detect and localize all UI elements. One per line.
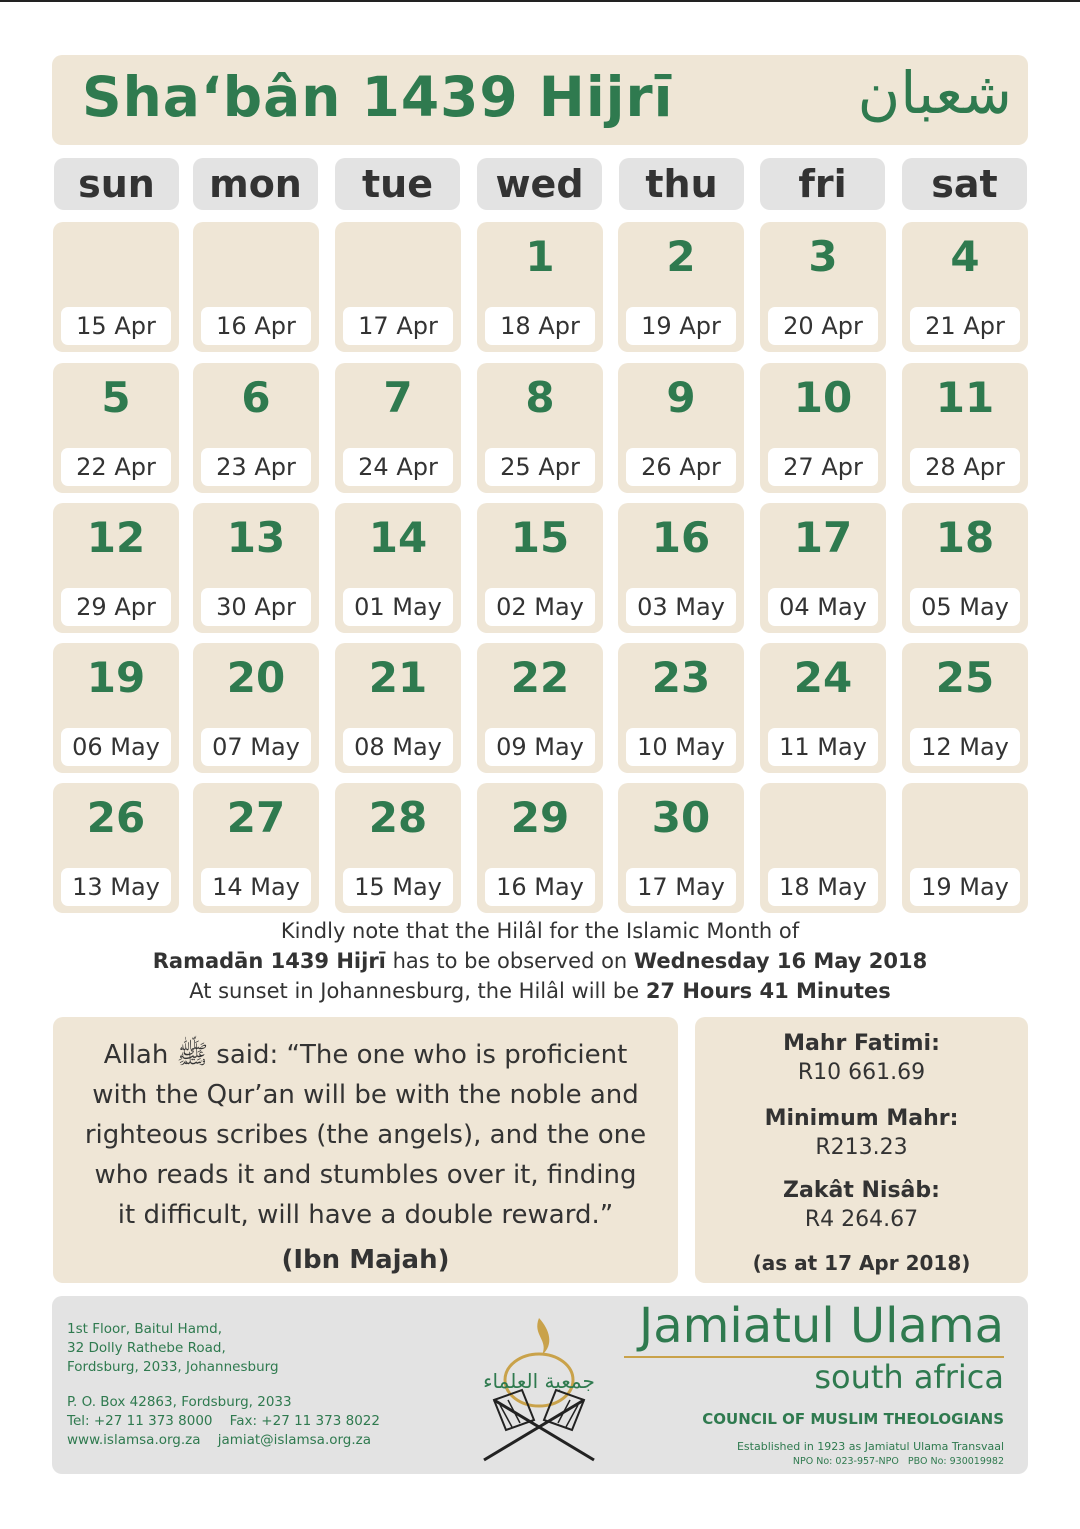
notice-mid: has to be observed on	[385, 949, 634, 973]
calendar-day-cell	[477, 222, 603, 352]
calendar-day-cell	[335, 222, 461, 352]
calendar-day-cell	[760, 503, 886, 633]
hijri-day-number: 22	[510, 653, 570, 702]
calendar-day-cell	[335, 503, 461, 633]
mahr-as-at: (as at 17 Apr 2018)	[752, 1251, 971, 1275]
gregorian-date: 26 Apr	[626, 448, 736, 486]
calendar-day-cell	[760, 643, 886, 773]
footer-address	[67, 1320, 279, 1377]
notice-line-3	[0, 976, 1080, 1006]
gregorian-date: 18 Apr	[485, 307, 595, 345]
calendar-day-cell	[477, 783, 603, 913]
hijri-day-number: 10	[793, 373, 853, 422]
registration-numbers: NPO No: 023-957-NPO PBO No: 930019982	[792, 1456, 1004, 1467]
calendar-day-cell	[335, 643, 461, 773]
gregorian-date: 15 Apr	[61, 307, 171, 345]
notice-hilal-age: 27 Hours 41 Minutes	[645, 979, 891, 1003]
gregorian-date: 27 Apr	[768, 448, 878, 486]
gregorian-date: 21 Apr	[910, 307, 1020, 345]
gregorian-date: 08 May	[343, 728, 453, 766]
calendar-day-cell	[902, 643, 1028, 773]
weekday-sat: sat	[902, 158, 1027, 210]
arabic-month-title: شعبان	[857, 59, 1012, 127]
calendar-day-cell	[53, 643, 179, 773]
calendar-day-cell	[53, 783, 179, 913]
zakat-nisab-label: Zakât Nisâb:	[783, 1178, 940, 1203]
hijri-day-number: 17	[793, 513, 853, 562]
gregorian-date: 09 May	[485, 728, 595, 766]
calendar-day-cell	[335, 363, 461, 493]
hijri-day-number: 9	[666, 373, 696, 422]
council-title: COUNCIL OF MUSLIM THEOLOGIANS	[702, 1410, 1004, 1428]
gregorian-date: 25 Apr	[485, 448, 595, 486]
address-line: Fordsburg, 2033, Johannesburg	[67, 1359, 279, 1375]
gregorian-date: 06 May	[61, 728, 171, 766]
hijri-day-number: 2	[666, 232, 696, 281]
calendar-day-cell	[477, 503, 603, 633]
footer-web-email: www.islamsa.org.za jamiat@islamsa.org.za	[67, 1432, 372, 1448]
gregorian-date: 19 May	[910, 868, 1020, 906]
hadith-box	[53, 1017, 678, 1283]
jamiatul-ulama-logo	[464, 1310, 614, 1470]
hijri-day-number: 30	[651, 793, 711, 842]
gregorian-date: 11 May	[768, 728, 878, 766]
weekday-sun: sun	[54, 158, 179, 210]
gregorian-date: 17 Apr	[343, 307, 453, 345]
gregorian-date: 18 May	[768, 868, 878, 906]
notice-date: Wednesday 16 May 2018	[633, 949, 928, 973]
gregorian-date: 19 Apr	[626, 307, 736, 345]
calendar-day-cell	[760, 222, 886, 352]
hadith-text	[73, 1035, 658, 1235]
gregorian-date: 24 Apr	[343, 448, 453, 486]
gregorian-date: 02 May	[485, 588, 595, 626]
gregorian-date: 01 May	[343, 588, 453, 626]
gregorian-date: 23 Apr	[201, 448, 311, 486]
hijri-day-number: 3	[808, 232, 838, 281]
hijri-day-number: 14	[368, 513, 428, 562]
calendar-day-cell	[477, 363, 603, 493]
hijri-day-number: 16	[651, 513, 711, 562]
hadith-line: who reads it and stumbles over it, finding	[94, 1160, 637, 1190]
hadith-source: (Ibn Majah)	[281, 1245, 450, 1275]
mahr-fatimi-label: Mahr Fatimi:	[783, 1031, 940, 1056]
hijri-day-number: 8	[525, 373, 555, 422]
calendar-day-cell	[618, 783, 744, 913]
calendar-day-cell	[902, 363, 1028, 493]
hijri-day-number: 25	[935, 653, 995, 702]
minimum-mahr-value: R213.23	[815, 1135, 908, 1160]
hijri-day-number: 23	[651, 653, 711, 702]
gregorian-date: 04 May	[768, 588, 878, 626]
hijri-day-number: 24	[793, 653, 853, 702]
calendar-day-cell	[618, 643, 744, 773]
hadith-line: righteous scribes (the angels), and the one	[84, 1120, 647, 1150]
hijri-day-number: 7	[383, 373, 413, 422]
calendar-day-cell	[53, 363, 179, 493]
calendar-day-cell	[477, 643, 603, 773]
hijri-day-number: 19	[86, 653, 146, 702]
calendar-day-cell	[618, 363, 744, 493]
gregorian-date: 16 Apr	[201, 307, 311, 345]
calendar-day-cell	[618, 503, 744, 633]
gregorian-date: 13 May	[61, 868, 171, 906]
gregorian-date: 17 May	[626, 868, 736, 906]
hijri-day-number: 4	[950, 232, 980, 281]
notice-line-2	[0, 946, 1080, 976]
footer-tel-fax: Tel: +27 11 373 8000 Fax: +27 11 373 8022	[67, 1413, 380, 1429]
hijri-day-number: 21	[368, 653, 428, 702]
hijri-day-number: 27	[226, 793, 286, 842]
calendar-day-cell	[193, 222, 319, 352]
gregorian-date: 16 May	[485, 868, 595, 906]
gregorian-date: 29 Apr	[61, 588, 171, 626]
calendar-day-cell	[193, 363, 319, 493]
calendar-day-cell	[760, 783, 886, 913]
calendar-day-cell	[902, 503, 1028, 633]
gregorian-date: 20 Apr	[768, 307, 878, 345]
top-border	[0, 0, 1080, 2]
zakat-nisab-value: R4 264.67	[804, 1207, 919, 1232]
hijri-day-number: 11	[935, 373, 995, 422]
gregorian-date: 03 May	[626, 588, 736, 626]
logo-arabic-text: جمعية العلماء	[483, 1369, 595, 1393]
gregorian-date: 12 May	[910, 728, 1020, 766]
hadith-line: with the Qur’an will be with the noble and	[92, 1080, 639, 1110]
calendar-day-cell	[53, 222, 179, 352]
weekday-mon: mon	[193, 158, 318, 210]
established-note: Established in 1923 as Jamiatul Ulama Transvaal	[736, 1440, 1004, 1453]
gregorian-date: 30 Apr	[201, 588, 311, 626]
calendar-day-cell	[53, 503, 179, 633]
hijri-day-number: 6	[241, 373, 271, 422]
weekday-wed: wed	[477, 158, 602, 210]
weekday-tue: tue	[335, 158, 460, 210]
hijri-day-number: 28	[368, 793, 428, 842]
hilal-notice	[0, 916, 1080, 1006]
calendar-day-cell	[902, 783, 1028, 913]
hijri-day-number: 29	[510, 793, 570, 842]
address-line: 32 Dolly Rathebe Road,	[67, 1340, 226, 1356]
org-region: south africa	[814, 1358, 1004, 1396]
mahr-fatimi-value: R10 661.69	[797, 1060, 926, 1085]
hijri-day-number: 20	[226, 653, 286, 702]
gregorian-date: 07 May	[201, 728, 311, 766]
notice-sunset: At sunset in Johannesburg, the Hilâl will be	[189, 979, 646, 1003]
weekday-fri: fri	[760, 158, 885, 210]
calendar-day-cell	[760, 363, 886, 493]
hijri-day-number: 12	[86, 513, 146, 562]
mahr-box	[695, 1017, 1028, 1283]
gregorian-date: 05 May	[910, 588, 1020, 626]
hadith-line: Allah ﷺ said: “The one who is proficient	[103, 1040, 628, 1070]
org-name: Jamiatul Ulama	[639, 1298, 1004, 1354]
calendar-day-cell	[193, 503, 319, 633]
hadith-line: it difficult, will have a double reward.”	[117, 1200, 614, 1230]
calendar-day-cell	[335, 783, 461, 913]
crossed-flags-icon	[484, 1390, 594, 1460]
footer	[52, 1296, 1028, 1474]
gregorian-date: 22 Apr	[61, 448, 171, 486]
address-line: 1st Floor, Baitul Hamd,	[67, 1321, 222, 1337]
month-title: Sha‘bân 1439 Hijrī	[82, 65, 674, 129]
hijri-day-number: 18	[935, 513, 995, 562]
calendar-day-cell	[902, 222, 1028, 352]
calendar-day-cell	[193, 643, 319, 773]
calendar-day-cell	[193, 783, 319, 913]
footer-po-box: P. O. Box 42863, Fordsburg, 2033	[67, 1394, 292, 1410]
gregorian-date: 10 May	[626, 728, 736, 766]
hijri-day-number: 13	[226, 513, 286, 562]
calendar-day-cell	[618, 222, 744, 352]
hijri-day-number: 5	[101, 373, 131, 422]
hijri-day-number: 15	[510, 513, 570, 562]
gregorian-date: 28 Apr	[910, 448, 1020, 486]
hijri-day-number: 1	[525, 232, 555, 281]
gregorian-date: 14 May	[201, 868, 311, 906]
minimum-mahr-label: Minimum Mahr:	[764, 1106, 959, 1131]
notice-line-1: Kindly note that the Hilâl for the Islamic Month of	[280, 919, 800, 943]
gregorian-date: 15 May	[343, 868, 453, 906]
month-header	[52, 55, 1028, 145]
hijri-day-number: 26	[86, 793, 146, 842]
weekday-thu: thu	[619, 158, 744, 210]
notice-ramadan: Ramadān 1439 Hijrī	[152, 949, 386, 973]
